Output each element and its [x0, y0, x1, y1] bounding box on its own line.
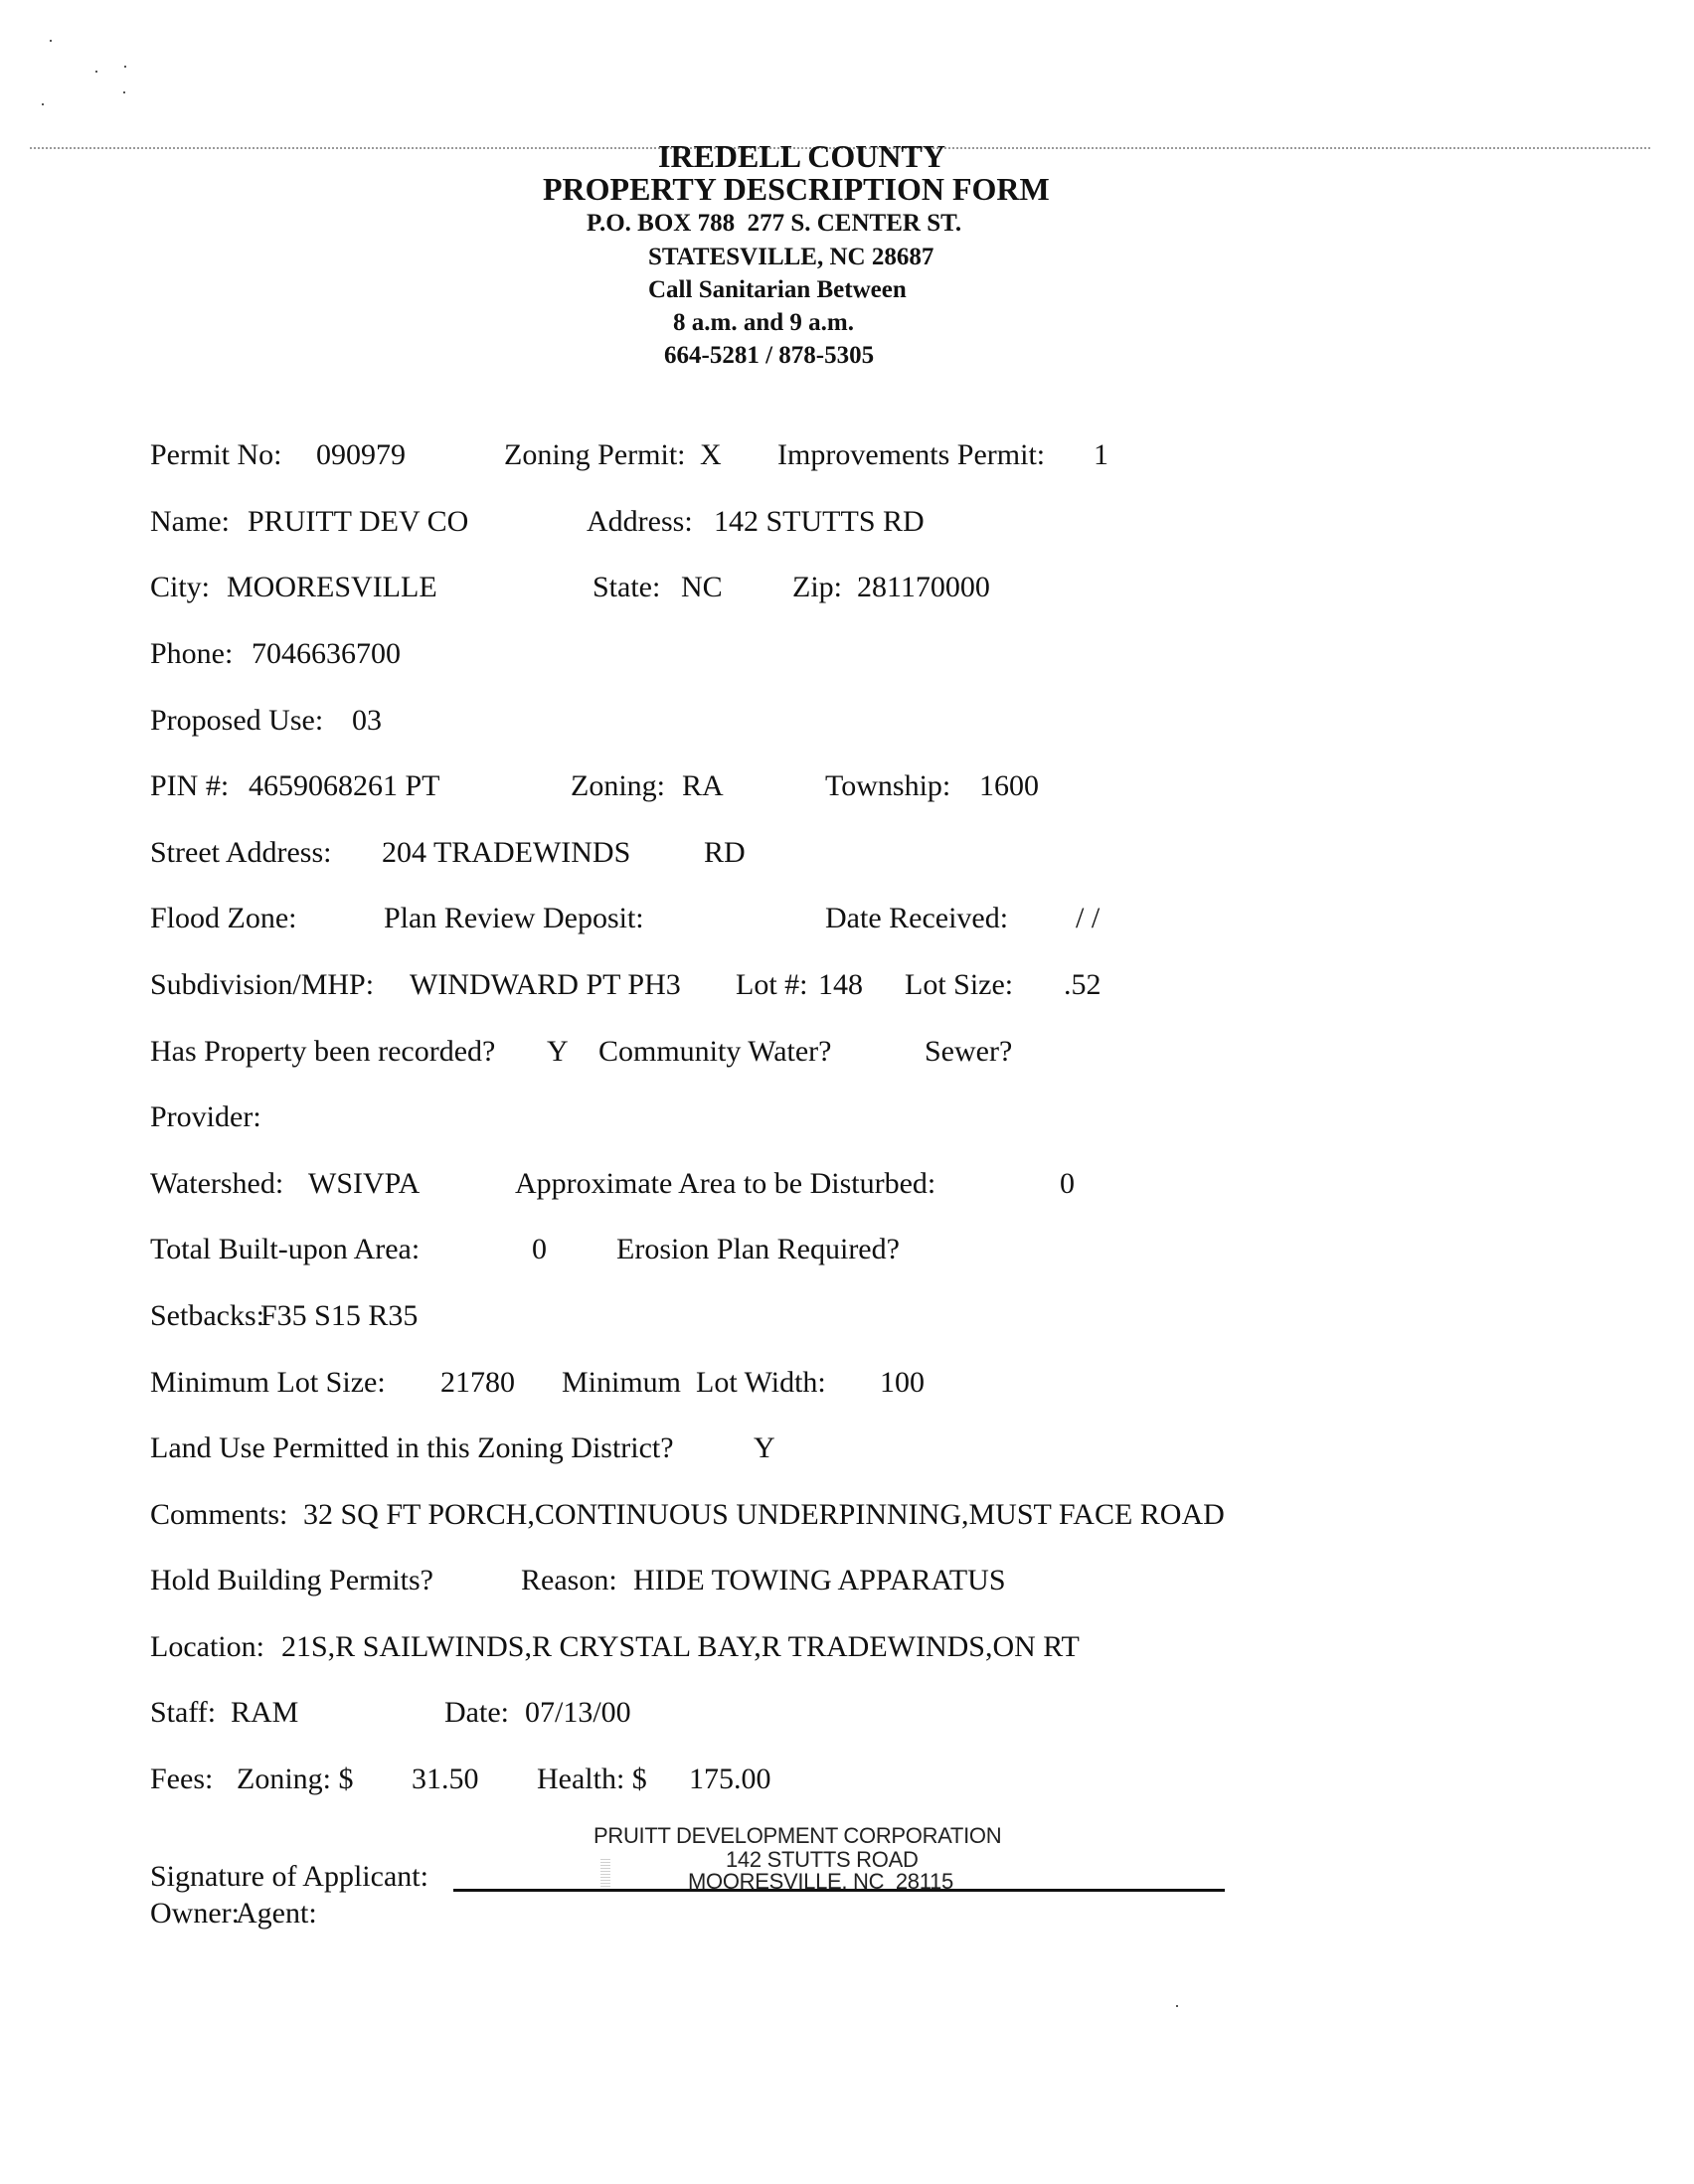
min-lot-width-value: 100 — [880, 1366, 925, 1399]
row-recorded — [0, 1032, 1694, 1072]
scan-speck — [124, 66, 126, 68]
setbacks-label: Setbacks: — [150, 1299, 264, 1332]
lot-no-label: Lot #: — [736, 968, 808, 1001]
street-address-value: 204 TRADEWINDS — [382, 836, 631, 869]
min-lot-width-label: Minimum Lot Width: — [562, 1366, 826, 1399]
street-address-suffix: RD — [704, 836, 746, 869]
watershed-label: Watershed: — [150, 1167, 284, 1200]
scan-speck — [1176, 2005, 1178, 2007]
state-label: State: — [593, 571, 661, 603]
zoning-value: RA — [682, 769, 724, 802]
proposed-use-value: 03 — [352, 704, 382, 737]
fee-zoning-value: 31.50 — [412, 1763, 479, 1795]
lot-size-label: Lot Size: — [905, 968, 1014, 1001]
row-comments — [0, 1495, 1694, 1535]
owner-label: Owner: — [150, 1897, 240, 1930]
address-label: Address: — [587, 505, 693, 538]
row-proposed-use — [0, 701, 1694, 741]
row-pin — [0, 766, 1694, 806]
scan-speck — [123, 91, 125, 93]
signature-line[interactable] — [453, 1889, 1225, 1892]
township-label: Township: — [825, 769, 951, 802]
lot-no-value: 148 — [818, 968, 863, 1001]
call-instructions: Call Sanitarian Between — [648, 276, 907, 303]
watershed-value: WSIVPA — [308, 1167, 421, 1200]
row-name — [0, 502, 1694, 542]
zip-label: Zip: — [792, 571, 842, 603]
row-flood-zone — [0, 899, 1694, 938]
flood-zone-label: Flood Zone: — [150, 902, 297, 934]
subdivision-label: Subdivision/MHP: — [150, 968, 375, 1001]
location-label: Location: — [150, 1630, 264, 1663]
pin-label: PIN #: — [150, 769, 230, 802]
comments-value: 32 SQ FT PORCH,CONTINUOUS UNDERPINNING,MUST FACE ROAD — [303, 1498, 1225, 1531]
phone-value: 7046636700 — [252, 637, 401, 670]
street-address-label: Street Address: — [150, 836, 332, 869]
fees-label: Fees: — [150, 1763, 214, 1795]
hold-building-permits-label: Hold Building Permits? — [150, 1564, 433, 1596]
staff-value: RAM — [231, 1696, 299, 1729]
phone-label: Phone: — [150, 637, 234, 670]
county-title: IREDELL COUNTY — [658, 138, 945, 174]
row-subdivision — [0, 965, 1694, 1005]
sewer-label: Sewer? — [925, 1035, 1013, 1068]
provider-label: Provider: — [150, 1100, 261, 1133]
permit-no-value: 090979 — [316, 438, 406, 471]
row-permit — [0, 435, 1694, 475]
date-value: 07/13/00 — [525, 1696, 631, 1729]
fee-zoning-label: Zoning: $ — [237, 1763, 354, 1795]
min-lot-size-value: 21780 — [440, 1366, 515, 1399]
office-address: P.O. BOX 788 277 S. CENTER ST. — [587, 210, 962, 237]
row-land-use — [0, 1428, 1694, 1468]
city-value: MOORESVILLE — [227, 571, 437, 603]
city-label: City: — [150, 571, 211, 603]
erosion-plan-label: Erosion Plan Required? — [616, 1233, 900, 1265]
state-value: NC — [681, 571, 723, 603]
comments-label: Comments: — [150, 1498, 288, 1531]
office-city: STATESVILLE, NC 28687 — [648, 244, 934, 270]
built-upon-area-label: Total Built-upon Area: — [150, 1233, 421, 1265]
land-use-permitted-value: Y — [754, 1431, 775, 1464]
community-water-label: Community Water? — [598, 1035, 832, 1068]
plan-review-deposit-label: Plan Review Deposit: — [384, 902, 644, 934]
signature-label: Signature of Applicant: — [150, 1860, 428, 1893]
row-street-address — [0, 833, 1694, 873]
property-recorded-value: Y — [547, 1035, 569, 1068]
property-recorded-label: Has Property been recorded? — [150, 1035, 496, 1068]
agent-label: Agent: — [236, 1897, 317, 1930]
zip-value: 281170000 — [857, 571, 990, 603]
land-use-permitted-label: Land Use Permitted in this Zoning District? — [150, 1431, 674, 1464]
row-owner-agent — [0, 1894, 1694, 1933]
area-disturbed-label: Approximate Area to be Disturbed: — [515, 1167, 936, 1200]
fee-health-value: 175.00 — [689, 1763, 771, 1795]
setbacks-value: F35 S15 R35 — [260, 1299, 419, 1332]
date-received-label: Date Received: — [825, 902, 1009, 934]
name-label: Name: — [150, 505, 230, 538]
date-label: Date: — [444, 1696, 509, 1729]
row-phone — [0, 634, 1694, 674]
address-value: 142 STUTTS RD — [714, 505, 925, 538]
form-title: PROPERTY DESCRIPTION FORM — [543, 171, 1050, 207]
reason-label: Reason: — [521, 1564, 617, 1596]
scan-speck — [50, 40, 52, 42]
proposed-use-label: Proposed Use: — [150, 704, 324, 737]
row-fees — [0, 1760, 1694, 1799]
row-built-upon — [0, 1230, 1694, 1269]
fee-health-label: Health: $ — [537, 1763, 647, 1795]
scan-speck — [95, 71, 97, 73]
location-value: 21S,R SAILWINDS,R CRYSTAL BAY,R TRADEWINDS,ON RT — [281, 1630, 1080, 1663]
stamp-company: PRUITT DEVELOPMENT CORPORATION — [593, 1823, 1002, 1848]
row-setbacks — [0, 1296, 1694, 1336]
scan-speck — [42, 103, 44, 105]
township-value: 1600 — [979, 769, 1039, 802]
improvements-permit-label: Improvements Permit: — [777, 438, 1046, 471]
reason-value: HIDE TOWING APPARATUS — [633, 1564, 1006, 1596]
name-value: PRUITT DEV CO — [248, 505, 469, 538]
row-city — [0, 568, 1694, 607]
subdivision-value: WINDWARD PT PH3 — [410, 968, 681, 1001]
row-min-lot — [0, 1363, 1694, 1403]
date-received-value: / / — [1076, 902, 1101, 934]
lot-size-value: .52 — [1064, 968, 1101, 1001]
zoning-permit-label: Zoning Permit: — [504, 438, 686, 471]
permit-no-label: Permit No: — [150, 438, 282, 471]
row-hold-permits — [0, 1561, 1694, 1600]
improvements-permit-value: 1 — [1094, 438, 1108, 471]
call-hours: 8 a.m. and 9 a.m. — [673, 309, 854, 336]
row-staff — [0, 1693, 1694, 1733]
min-lot-size-label: Minimum Lot Size: — [150, 1366, 386, 1399]
row-watershed — [0, 1164, 1694, 1204]
zoning-label: Zoning: — [571, 769, 665, 802]
stamp-city: MOORESVILLE, NC 28115 — [688, 1869, 953, 1894]
office-phones: 664-5281 / 878-5305 — [664, 342, 875, 369]
built-upon-area-value: 0 — [532, 1233, 547, 1265]
area-disturbed-value: 0 — [1060, 1167, 1075, 1200]
staff-label: Staff: — [150, 1696, 217, 1729]
row-provider — [0, 1097, 1694, 1137]
zoning-permit-value: X — [700, 438, 722, 471]
row-location — [0, 1627, 1694, 1667]
stamp-street: 142 STUTTS ROAD — [726, 1847, 919, 1872]
pin-value: 4659068261 PT — [249, 769, 440, 802]
